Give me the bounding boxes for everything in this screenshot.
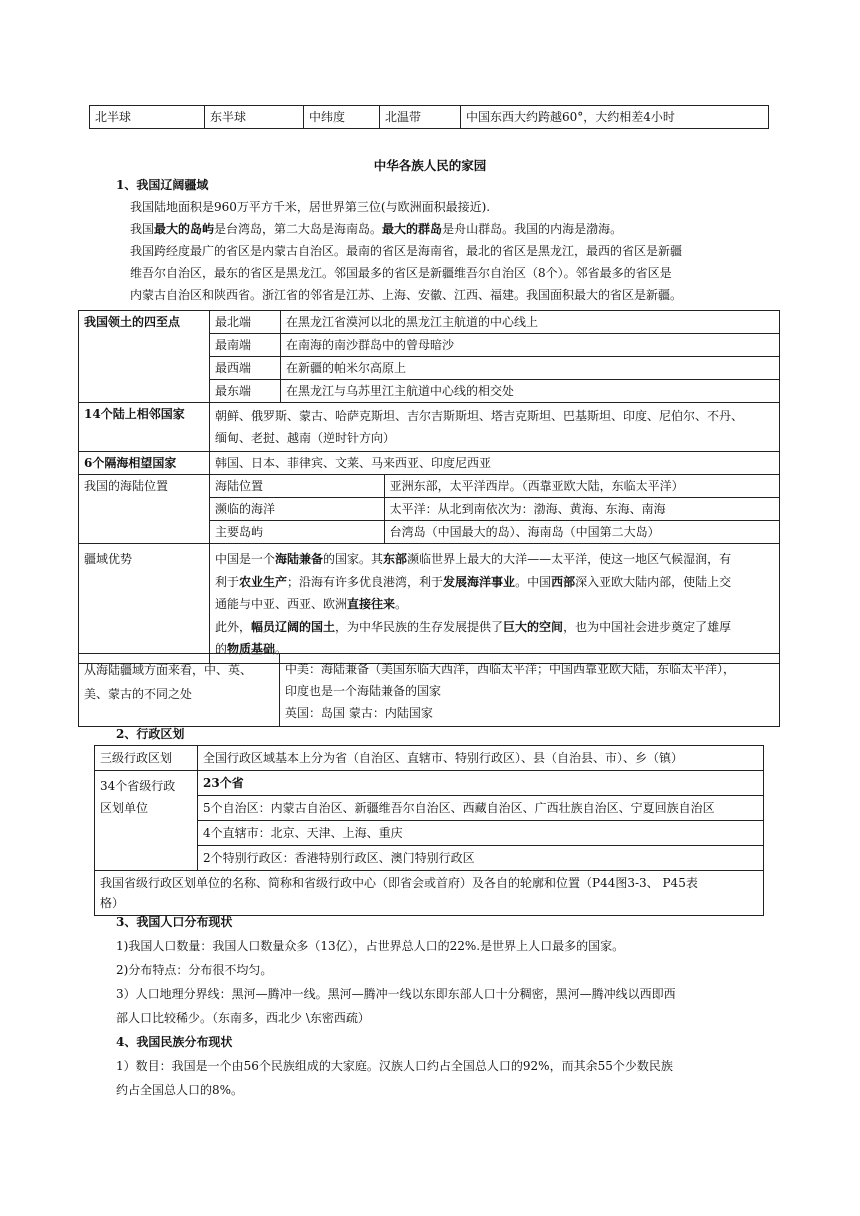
cell: 北温带 [380,106,461,129]
row-label: 我国领土的四至点 [79,311,210,403]
territory-table [78,310,780,664]
page-title: 中华各族人民的家园 [373,158,487,173]
cell: 主要岛屿 [210,521,385,544]
cell: 中国东西大约跨越60°，大约相差4小时 [461,106,769,129]
cell: 5个自治区：内蒙古自治区、新疆维吾尔自治区、西藏自治区、广西壮族自治区、宁夏回族自治区 [198,796,764,821]
admin-table [94,745,764,916]
section-3 [116,910,766,1102]
section-heading: 2、行政区划 [116,727,185,741]
cell: 在黑龙江省漠河以北的黑龙江主航道的中心线上 [281,311,780,334]
cell: 我国省级行政区划单位的名称、简称和省级行政中心（即省会或首府）及各自的轮廓和位置（P44图3-3、 P45表 格） [95,871,764,916]
row-label: 我国的海陆位置 [79,475,210,544]
section-heading: 1、我国辽阔疆域 [116,178,209,192]
cell: 亚洲东部，太平洋西岸。（西靠亚欧大陆，东临太平洋） [384,475,779,498]
cell: 4个直辖市：北京、天津、上海、重庆 [198,821,764,846]
section-1 [116,174,766,306]
paragraph: 部人口比较稀少。（东南多，西北少 \东密西疏） [116,1011,370,1025]
cell: 2个特别行政区：香港特别行政区、澳门特别行政区 [198,846,764,871]
cell: 台湾岛（中国最大的岛）、海南岛（中国第二大岛） [384,521,779,544]
cell: 在南海的南沙群岛中的曾母暗沙 [281,334,780,357]
cell: 韩国、日本、菲律宾、文莱、马来西亚、印度尼西亚 [210,452,780,475]
cell: 最北端 [210,311,281,334]
paragraph: 3）人口地理分界线：黑河—腾冲一线。黑河—腾冲一线以东即东部人口十分稠密，黑河—腾冲线以西即西 [116,987,676,1001]
paragraph: 维吾尔自治区，最东的省区是黑龙江。邻国最多的省区是新疆维吾尔自治区（8个）。邻省最多的省区是 [130,266,672,280]
row-label: 14个陆上相邻国家 [79,403,210,452]
paragraph: 1)我国人口数量：我国人口数量众多（13亿），占世界总人口的22%.是世界上人口最多的国家。 [116,939,625,953]
cell: 23个省 [198,771,764,796]
paragraph: 我国最大的岛屿是台湾岛，第二大岛是海南岛。最大的群岛是舟山群岛。我国的内海是渤海。 [130,222,623,236]
cell: 最南端 [210,334,281,357]
cell: 中美：海陆兼备（美国东临大西洋，西临太平洋；中国西靠亚欧大陆，东临太平洋）， 印度也是一个海陆兼备的国家 英国：岛国 蒙古：内陆国家 [280,654,780,727]
cell: 太平洋：从北到南依次为：渤海、黄海、东海、南海 [384,498,779,521]
paragraph: 1）数目：我国是一个由56个民族组成的大家庭。汉族人口约占全国总人口的92%，而其余55个少数民族 [116,1059,673,1073]
paragraph: 2)分布特点：分布很不均匀。 [116,963,273,977]
paragraph: 约占全国总人口的8%。 [116,1083,244,1097]
section-2 [116,723,184,745]
cell: 在新疆的帕米尔高原上 [281,357,780,380]
cell: 在黑龙江与乌苏里江主航道中心线的相交处 [281,380,780,403]
row-label: 疆域优势 [79,544,210,664]
row-label: 三级行政区划 [95,746,198,771]
paragraph: 内蒙古自治区和陕西省。浙江省的邻省是江苏、上海、安徽、江西、福建。我国面积最大的省区是新疆。 [130,288,683,302]
paragraph: 我国跨经度最广的省区是内蒙古自治区。最南的省区是海南省，最北的省区是黑龙江，最西的省区是新疆 [130,244,683,258]
row-label: 从海陆疆域方面来看，中、英、 美、蒙古的不同之处 [79,654,280,727]
paragraph: 我国陆地面积是960万平方千米，居世界第三位(与欧洲面积最接近). [130,200,491,214]
cell: 最西端 [210,357,281,380]
cell: 朝鲜、俄罗斯、蒙古、哈萨克斯坦、吉尔吉斯斯坦、塔吉克斯坦、巴基斯坦、印度、尼伯尔、不丹、 缅甸、老挝、越南（逆时针方向） [210,403,780,452]
row-label: 34个省级行政 区划单位 [95,771,198,871]
top-table [89,105,769,129]
comparison-table [78,653,780,727]
cell: 全国行政区域基本上分为省（自治区、直辖市、特别行政区）、县（自治县、市）、乡（镇） [198,746,764,771]
cell: 最东端 [210,380,281,403]
cell: 北半球 [90,106,205,129]
cell: 海陆位置 [210,475,385,498]
cell: 中纬度 [304,106,380,129]
cell: 中国是一个海陆兼备的国家。其东部濒临世界上最大的大洋——太平洋，使这一地区气候湿润，有 利于农业生产；沿海有许多优良港湾，利于发展海洋事业。中国西部深入亚欧大陆内部，使陆上交 通能与中亚、西亚、欧洲直接往来。 此外，幅员辽阔的国土，为中华民族的生存发展提供了巨大的空间，也为中国社会进步奠定了雄厚 的物质基础。 [210,544,780,664]
section-heading: 4、我国民族分布现状 [116,1035,233,1049]
row-label: 6个隔海相望国家 [79,452,210,475]
section-heading: 3、我国人口分布现状 [116,915,233,929]
cell: 东半球 [205,106,304,129]
cell: 濒临的海洋 [210,498,385,521]
